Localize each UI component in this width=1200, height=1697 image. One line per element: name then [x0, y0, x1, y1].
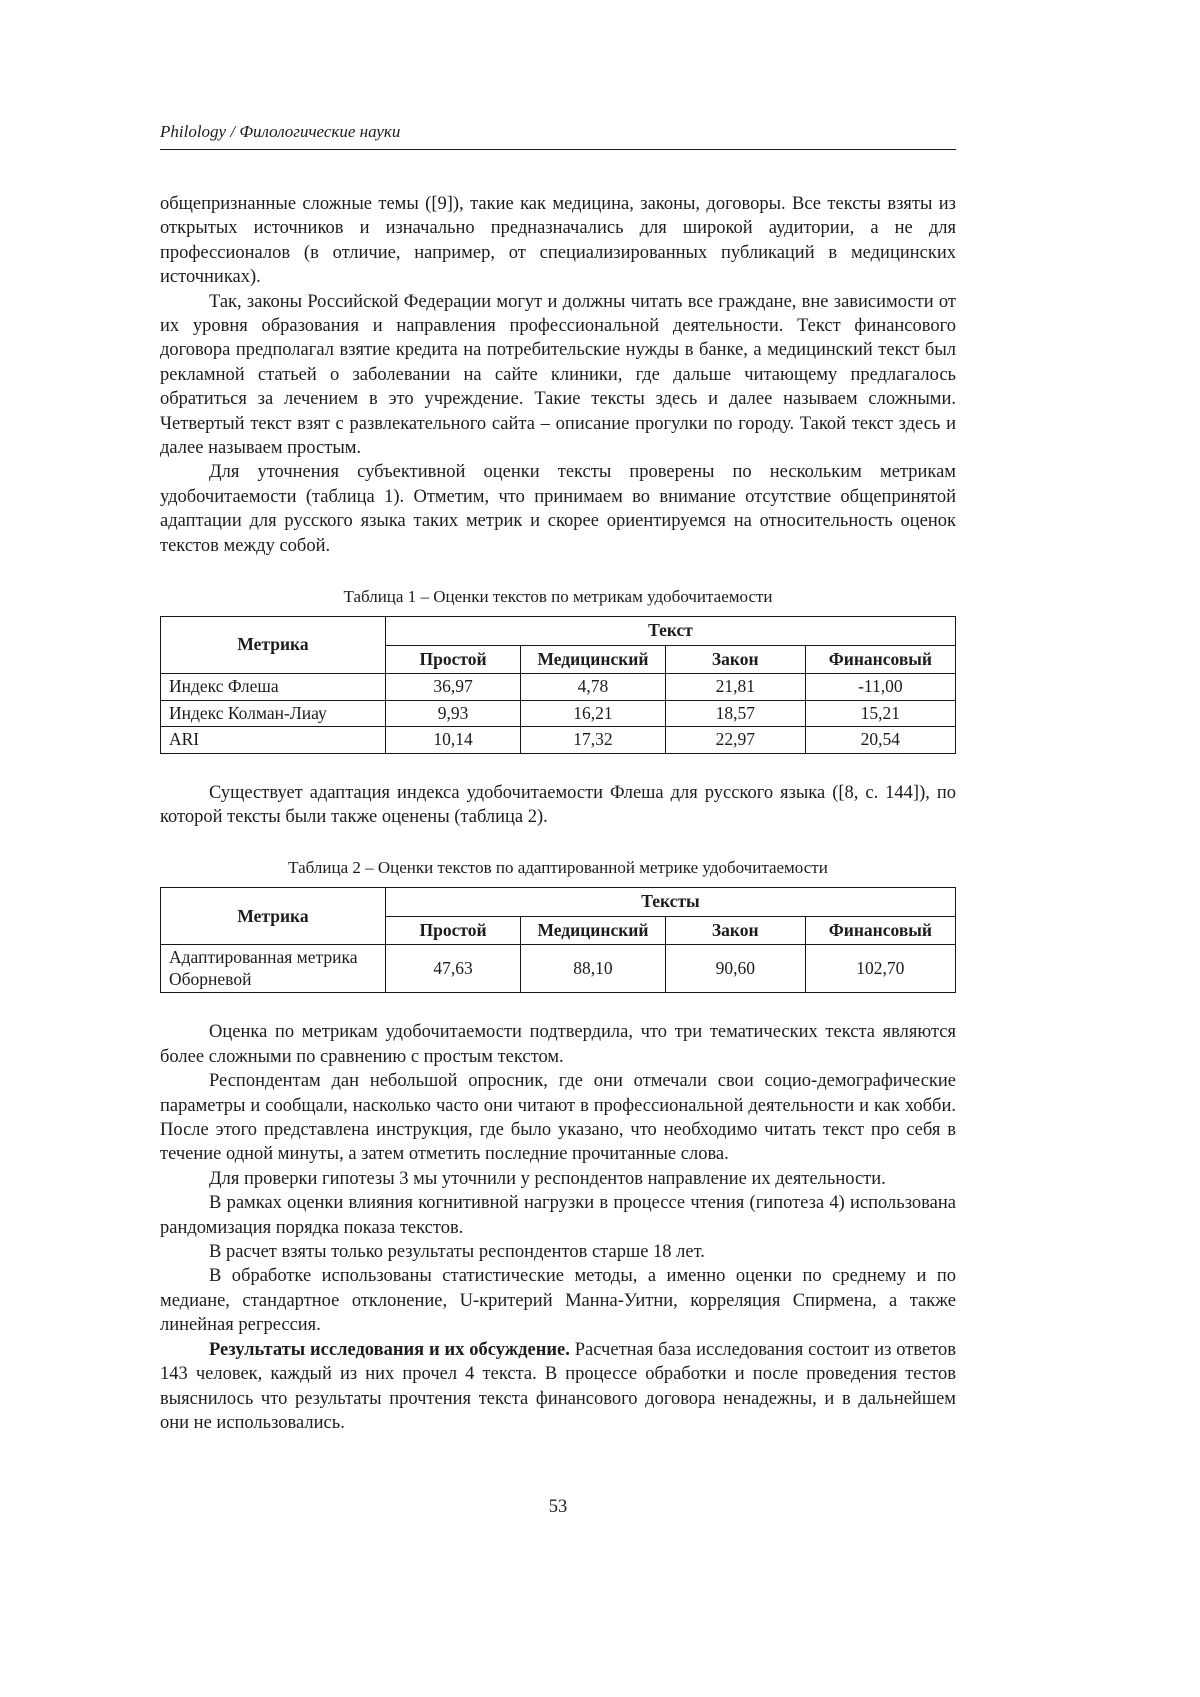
table2-adapted-metric [160, 887, 956, 993]
metric-name-cell: Адаптированная метрика Оборневой [161, 945, 386, 993]
metric-value-cell: 22,97 [665, 727, 805, 754]
metric-value-cell: 9,93 [385, 700, 520, 727]
table1-group-header: Текст [385, 617, 955, 646]
table1-readability-metrics [160, 616, 956, 754]
metric-value-cell: 102,70 [805, 945, 955, 993]
table1-caption: Таблица 1 – Оценки текстов по метрикам удобочитаемости [343, 587, 773, 607]
page-number: 53 [548, 1497, 568, 1518]
running-head-text: Philology / Филологические науки [160, 122, 401, 141]
table-row [161, 727, 956, 754]
body-paragraph: Существует адаптация индекса удобочитаемости Флеша для русского языка ([8, с. 144]), по которой тексты были также оценены (таблица 2). [160, 782, 956, 827]
table2-header-row [161, 888, 956, 917]
table1-col-header-law: Закон [665, 645, 805, 674]
table2-col-header-financial: Финансовый [805, 916, 955, 945]
metric-name-cell: Индекс Флеша [161, 674, 386, 701]
metric-value-cell: 16,21 [521, 700, 666, 727]
metric-value-cell: 18,57 [665, 700, 805, 727]
table1-metric-header: Метрика [161, 617, 386, 674]
table2-group-header: Тексты [385, 888, 955, 917]
body-paragraph: Оценка по метрикам удобочитаемости подтвердила, что три тематических текста являются более сложными по сравнению с простым текстом. [160, 1022, 956, 1067]
metric-value-cell: 88,10 [521, 945, 666, 993]
metric-name-cell: Индекс Колман-Лиау [161, 700, 386, 727]
body-paragraph: В обработке использованы статистические методы, а именно оценки по среднему и по медиане, стандартное отклонение, U-критерий Манна-Уитни, корреляция Спирмена, а также линейная регрессия. [160, 1266, 956, 1336]
metric-value-cell: -11,00 [805, 674, 955, 701]
table1-col-header-financial: Финансовый [805, 645, 955, 674]
metric-value-cell: 10,14 [385, 727, 520, 754]
metric-value-cell: 20,54 [805, 727, 955, 754]
table1-header-row [161, 617, 956, 646]
page-body [160, 192, 956, 1435]
table2-metric-header: Метрика [161, 888, 386, 945]
body-paragraph: Для проверки гипотезы 3 мы уточнили у респондентов направление их деятельности. [209, 1168, 886, 1189]
body-paragraph: Так, законы Российской Федерации могут и должны читать все граждане, вне зависимости от их уровня образования и направления профессиональной деятельности. Текст финансового договора предполагал взятие кредита на потребительские нужды в банке, а медицинский текст был рекламной статьей о заболевании на сайте клиники, где дальше читающему предлагалось обратиться за лечением в это учреждение. Такие тексты здесь и далее называем сложными. Четвертый текст взят с развлекательного сайта – описание прогулки по городу. Такой текст здесь и далее называем простым. [160, 291, 956, 459]
table2-col-header-simple: Простой [385, 916, 520, 945]
table-row [161, 945, 956, 993]
metric-value-cell: 21,81 [665, 674, 805, 701]
body-paragraph: Респондентам дан небольшой опросник, где они отмечали свои социо-демографические параметры и сообщали, насколько часто они читают в профессиональной деятельности и как хобби. После этого представлена инструкция, где было указано, что необходимо читать текст про себя в течение одной минуты, а затем отметить последние прочитанные слова. [160, 1071, 956, 1165]
results-heading: Результаты исследования и их обсуждение. [209, 1339, 570, 1360]
table2-col-header-law: Закон [665, 916, 805, 945]
body-paragraph: Для уточнения субъективной оценки тексты проверены по нескольким метрикам удобочитаемости (таблица 1). Отметим, что принимаем во внимание отсутствие общепринятой адаптации для русского языка таких метрик и скорее ориентируемся на относительность оценок текстов между собой. [160, 462, 956, 556]
table2-col-header-medical: Медицинский [521, 916, 666, 945]
results-text: Расчетная база исследования состоит из ответов 143 человек, каждый из них прочел 4 текста. В процессе обработки и после проведения тестов выяснилось что результаты прочтения текста финансового договора ненадежны, и в дальнейшем они не использовались. [160, 1339, 956, 1433]
metric-name-cell: ARI [161, 727, 386, 754]
metric-value-cell: 15,21 [805, 700, 955, 727]
results-paragraph [160, 1338, 956, 1436]
table2-caption: Таблица 2 – Оценки текстов по адаптированной метрике удобочитаемости [288, 858, 828, 878]
metric-value-cell: 47,63 [385, 945, 520, 993]
table1-col-header-medical: Медицинский [521, 645, 666, 674]
metric-value-cell: 90,60 [665, 945, 805, 993]
body-paragraph: В расчет взяты только результаты респондентов старше 18 лет. [209, 1242, 705, 1263]
table-row [161, 674, 956, 701]
table1-col-header-simple: Простой [385, 645, 520, 674]
body-paragraph: В рамках оценки влияния когнитивной нагрузки в процессе чтения (гипотеза 4) использована рандомизация порядка показа текстов. [160, 1193, 956, 1238]
table-row [161, 700, 956, 727]
metric-value-cell: 4,78 [521, 674, 666, 701]
running-head [160, 122, 956, 150]
metric-value-cell: 17,32 [521, 727, 666, 754]
body-paragraph: общепризнанные сложные темы ([9]), такие как медицина, законы, договоры. Все тексты взяты из открытых источников и изначально предназначались для широкой аудитории, а не для профессионалов (в отличие, например, от специализированных публикаций в медицинских источниках). [160, 194, 956, 288]
metric-value-cell: 36,97 [385, 674, 520, 701]
